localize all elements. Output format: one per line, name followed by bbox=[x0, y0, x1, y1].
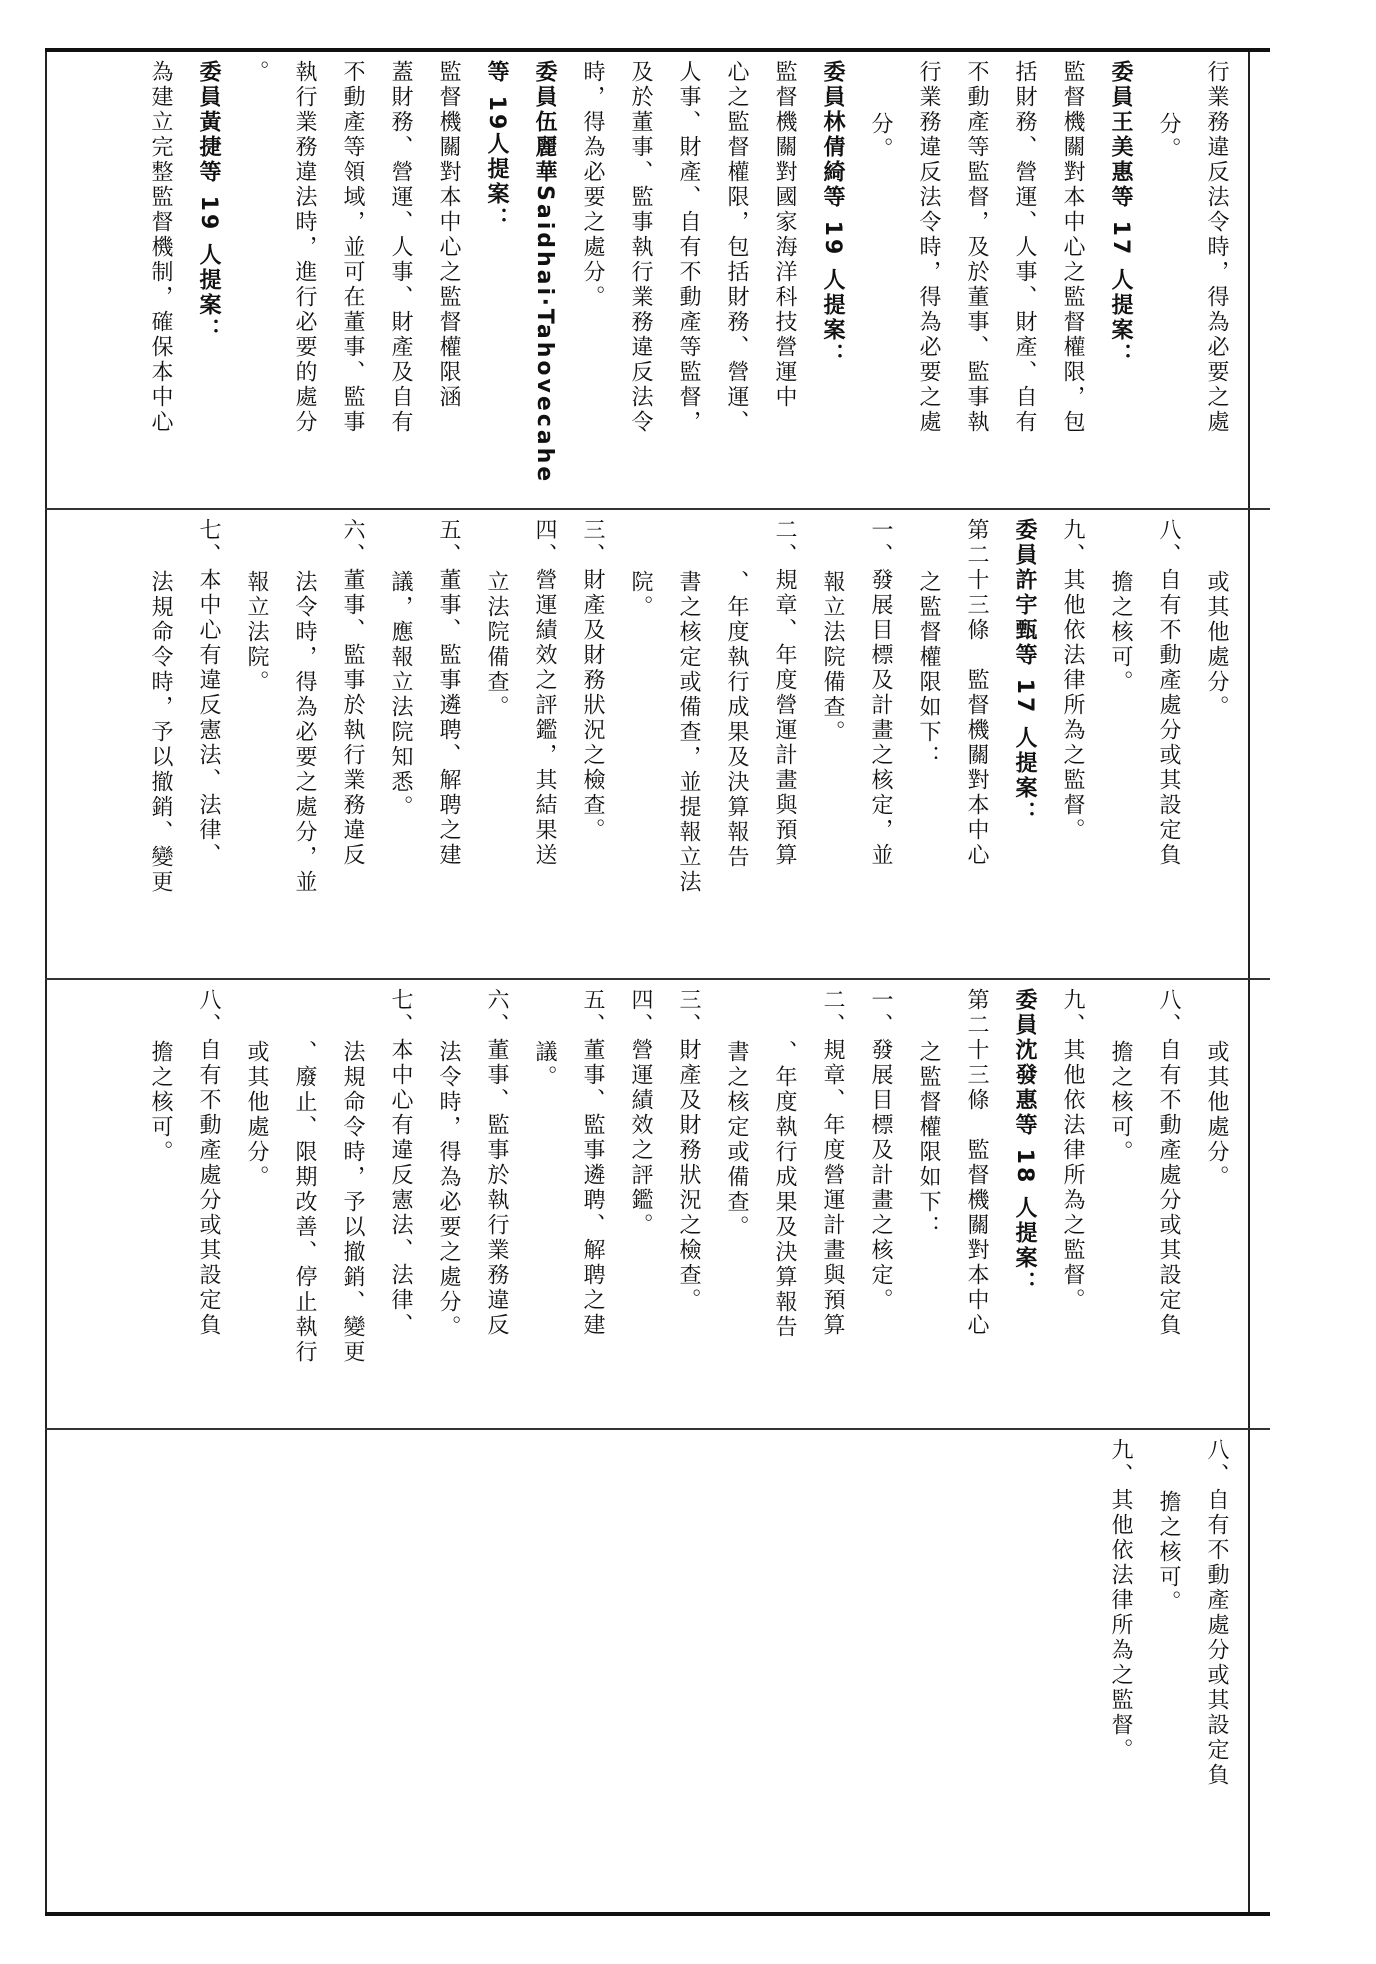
section-divider-3 bbox=[45, 1428, 1270, 1430]
text-line: 括財務、營運、人事、財產、自有 bbox=[1012, 60, 1037, 435]
text-line: 或其他處分。 bbox=[1204, 570, 1229, 720]
text-line: 等 19人提案： bbox=[484, 60, 509, 233]
text-line: 八、自有不動產處分或其設定負 bbox=[1156, 988, 1181, 1338]
text-line: 監督機關對國家海洋科技營運中 bbox=[772, 60, 797, 410]
text-line: 一、發展目標及計畫之核定，並 bbox=[868, 518, 893, 868]
text-line: 九、其他依法律所為之監督。 bbox=[1060, 518, 1085, 843]
left-rule bbox=[45, 52, 47, 1912]
text-line: 之監督權限如下： bbox=[916, 570, 941, 770]
text-line: 擔之核可。 bbox=[1108, 570, 1133, 695]
text-line: 、年度執行成果及決算報告 bbox=[724, 570, 749, 870]
text-line: 法規命令時，予以撤銷、變更 bbox=[148, 570, 173, 895]
text-line: 三、財產及財務狀況之檢查。 bbox=[676, 988, 701, 1313]
text-line: 擔之核可。 bbox=[1108, 1040, 1133, 1165]
text-line: 或其他處分。 bbox=[1204, 1040, 1229, 1190]
text-line: 二、規章、年度營運計畫與預算 bbox=[772, 518, 797, 868]
text-line: 院。 bbox=[628, 570, 653, 620]
text-line: 擔之核可。 bbox=[148, 1040, 173, 1165]
text-line: 議，應報立法院知悉。 bbox=[388, 570, 413, 820]
text-column-middle bbox=[55, 518, 1240, 968]
text-line: 六、董事、監事於執行業務違反 bbox=[340, 518, 365, 868]
text-line: 委員林倩綺等 19 人提案： bbox=[820, 60, 845, 368]
text-line: 不動產等領域，並可在董事、監事 bbox=[340, 60, 365, 435]
text-line: 委員沈發惠等 18 人提案： bbox=[1012, 988, 1037, 1296]
text-line: 法令時，得為必要之處分，並 bbox=[292, 570, 317, 895]
text-line: 監督機關對本中心之監督權限涵 bbox=[436, 60, 461, 410]
text-line: 二、規章、年度營運計畫與預算 bbox=[820, 988, 845, 1338]
text-line: 四、營運績效之評鑑。 bbox=[628, 988, 653, 1238]
bottom-rule bbox=[45, 1912, 1270, 1916]
text-line: 蓋財務、營運、人事、財產及自有 bbox=[388, 60, 413, 435]
section-divider-1 bbox=[45, 508, 1270, 510]
text-line: 。 bbox=[244, 60, 269, 85]
text-line: 時，得為必要之處分。 bbox=[580, 60, 605, 310]
text-line: 五、董事、監事遴聘、解聘之建 bbox=[436, 518, 461, 868]
text-line: 法規命令時，予以撤銷、變更 bbox=[340, 1040, 365, 1365]
text-line: 執行業務違法時，進行必要的處分 bbox=[292, 60, 317, 435]
text-line: 書之核定或備查，並提報立法 bbox=[676, 570, 701, 895]
text-line: 為建立完整監督機制，確保本中心 bbox=[148, 60, 173, 435]
text-line: 四、營運績效之評鑑，其結果送 bbox=[532, 518, 557, 868]
top-rule bbox=[45, 48, 1270, 52]
text-line: 之監督權限如下： bbox=[916, 1040, 941, 1240]
text-line: 委員伍麗華Saidhai‧Tahovecahe bbox=[532, 60, 557, 485]
text-line: 報立法院備查。 bbox=[820, 570, 845, 745]
text-column-top bbox=[55, 60, 1240, 500]
text-line: 分。 bbox=[1156, 112, 1181, 162]
text-line: 九、其他依法律所為之監督。 bbox=[1060, 988, 1085, 1313]
text-line: 心之監督權限，包括財務、營運、 bbox=[724, 60, 749, 435]
text-line: 及於董事、監事執行業務違反法令 bbox=[628, 60, 653, 435]
text-line: 書之核定或備查。 bbox=[724, 1040, 749, 1240]
text-line: 擔之核可。 bbox=[1156, 1490, 1181, 1615]
text-column-bottom bbox=[55, 1438, 1240, 1904]
text-line: 行業務違反法令時，得為必要之處 bbox=[1204, 60, 1229, 435]
text-line: 不動產等監督，及於董事、監事執 bbox=[964, 60, 989, 435]
text-line: 第二十三條 監督機關對本中心 bbox=[964, 518, 989, 868]
text-line: 議。 bbox=[532, 1040, 557, 1090]
text-line: 委員王美惠等 17 人提案： bbox=[1108, 60, 1133, 368]
text-line: 委員黃捷等 19 人提案： bbox=[196, 60, 221, 343]
text-line: 、廢止、限期改善、停止執行 bbox=[292, 1040, 317, 1365]
text-line: 五、董事、監事遴聘、解聘之建 bbox=[580, 988, 605, 1338]
text-line: 人事、財產、自有不動產等監督， bbox=[676, 60, 701, 435]
text-line: 報立法院。 bbox=[244, 570, 269, 695]
text-line: 或其他處分。 bbox=[244, 1040, 269, 1190]
text-line: 三、財產及財務狀況之檢查。 bbox=[580, 518, 605, 843]
text-line: 立法院備查。 bbox=[484, 570, 509, 720]
text-line: 六、董事、監事於執行業務違反 bbox=[484, 988, 509, 1338]
text-line: 八、自有不動產處分或其設定負 bbox=[1204, 1438, 1229, 1788]
text-line: 監督機關對本中心之監督權限，包 bbox=[1060, 60, 1085, 435]
text-line: 法令時，得為必要之處分。 bbox=[436, 1040, 461, 1340]
text-column-lower bbox=[55, 988, 1240, 1420]
text-line: 七、本中心有違反憲法、法律、 bbox=[388, 988, 413, 1338]
section-divider-2 bbox=[45, 978, 1270, 980]
text-line: 行業務違反法令時，得為必要之處 bbox=[916, 60, 941, 435]
text-line: 八、自有不動產處分或其設定負 bbox=[196, 988, 221, 1338]
text-line: 一、發展目標及計畫之核定。 bbox=[868, 988, 893, 1313]
text-line: 第二十三條 監督機關對本中心 bbox=[964, 988, 989, 1338]
text-line: 分。 bbox=[868, 112, 893, 162]
text-line: 委員許宇甄等 17 人提案： bbox=[1012, 518, 1037, 826]
text-line: 八、自有不動產處分或其設定負 bbox=[1156, 518, 1181, 868]
right-rule bbox=[1248, 52, 1250, 1912]
text-line: 、年度執行成果及決算報告 bbox=[772, 1040, 797, 1340]
text-line: 九、其他依法律所為之監督。 bbox=[1108, 1438, 1133, 1763]
text-line: 七、本中心有違反憲法、法律、 bbox=[196, 518, 221, 868]
